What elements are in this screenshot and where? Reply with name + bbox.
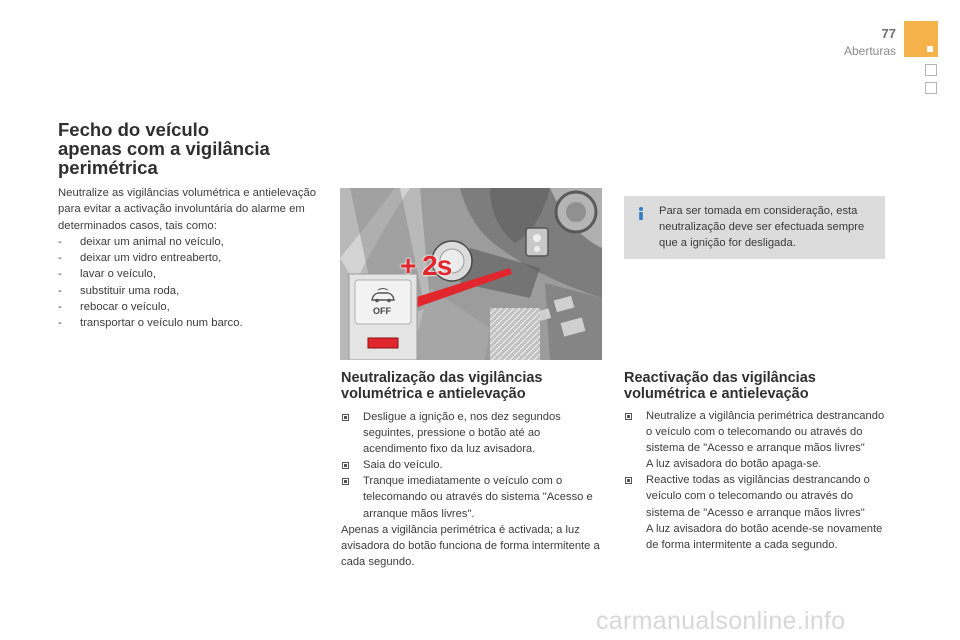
list-item — [341, 473, 601, 521]
dashboard-illustration — [340, 188, 602, 360]
list-item — [341, 457, 601, 473]
neutralization-steps — [341, 409, 601, 522]
list-item: - lavar o veículo, — [58, 266, 323, 282]
checkbox-bullet-icon — [625, 413, 632, 420]
info-box — [624, 196, 885, 259]
neutralization-title — [341, 371, 611, 402]
list-item — [624, 408, 888, 472]
reactivation-text — [624, 408, 888, 553]
checkbox-bullet-icon — [342, 462, 349, 469]
checkbox-bullet-icon — [342, 478, 349, 485]
page-number: 77 — [881, 26, 896, 41]
step-note: A luz avisadora do botão apaga-se. — [646, 458, 822, 471]
neutralization-title-line: volumétrica e antielevação — [341, 385, 526, 402]
reactivation-title-line: Reactivação das vigilâncias — [624, 370, 816, 386]
page-title — [58, 120, 328, 177]
time-label: + 2s — [400, 250, 452, 281]
step-text: Desligue a ignição e, nos dez segundos seguintes, pressione o botão até ao acendimento fixo da luz avisadora. — [363, 411, 561, 456]
list-item: - transportar o veículo num barco. — [58, 315, 323, 331]
step-text: Reactive todas as vigilâncias destrancando o veículo com o telecomando ou através do sistema de "Acesso e arranque mãos livres" — [646, 474, 870, 519]
step-text: Tranque imediatamente o veículo com o telecomando ou através do sistema "Acesso e arranque mãos livres". — [363, 475, 593, 520]
step-text: Neutralize a vigilância perimétrica destrancando o veículo com o telecomando ou através do sistema de "Acesso e arranque mãos livres" — [646, 410, 885, 455]
section-name: Aberturas — [843, 44, 896, 58]
section-tab-empty[interactable] — [925, 64, 937, 76]
page-title-line: perimétrica — [58, 157, 158, 178]
section-tab-active[interactable] — [904, 21, 938, 57]
intro-paragraph: Neutralize as vigilâncias volumétrica e antielevação para evitar a activação involuntária do alarme em determinados casos, tais como: — [58, 187, 317, 232]
reactivation-title-line: volumétrica e antielevação — [624, 385, 809, 402]
info-icon — [634, 206, 648, 220]
list-item: - deixar um vidro entreaberto, — [58, 250, 323, 266]
list-item — [624, 472, 888, 552]
step-note: A luz avisadora do botão acende-se novamente de forma intermitente a cada segundo. — [646, 522, 883, 551]
page-title-line: apenas com a vigilância — [58, 138, 270, 159]
list-item — [341, 409, 601, 457]
reactivation-steps — [624, 408, 888, 553]
neutralization-text — [341, 409, 601, 570]
watermark: carmanualsonline.info — [596, 607, 846, 635]
step-text: Saia do veículo. — [363, 459, 443, 472]
section-tab-empty[interactable] — [925, 82, 937, 94]
reactivation-title — [624, 371, 894, 402]
info-text: Para ser tomada em consideração, esta neutralização deve ser efectuada sempre que a ignição for desligada. — [659, 205, 865, 249]
neutralization-title-line: Neutralização das vigilâncias — [341, 370, 543, 386]
checkbox-bullet-icon — [342, 414, 349, 421]
car-alarm-icon — [368, 288, 398, 304]
neutralization-footer: Apenas a vigilância perimétrica é activada; a luz avisadora do botão funciona de forma intermitente a cada segundo. — [341, 523, 600, 568]
list-item: - deixar um animal no veículo, — [58, 234, 323, 250]
checkbox-bullet-icon — [625, 477, 632, 484]
intro-list — [58, 234, 323, 332]
list-item: - rebocar o veículo, — [58, 299, 323, 315]
off-button-label: OFF — [373, 306, 391, 316]
list-item: - substituir uma roda, — [58, 283, 323, 299]
tab-square-icon — [927, 46, 933, 52]
page-title-line: Fecho do veículo — [58, 119, 210, 140]
intro-text — [58, 185, 323, 332]
